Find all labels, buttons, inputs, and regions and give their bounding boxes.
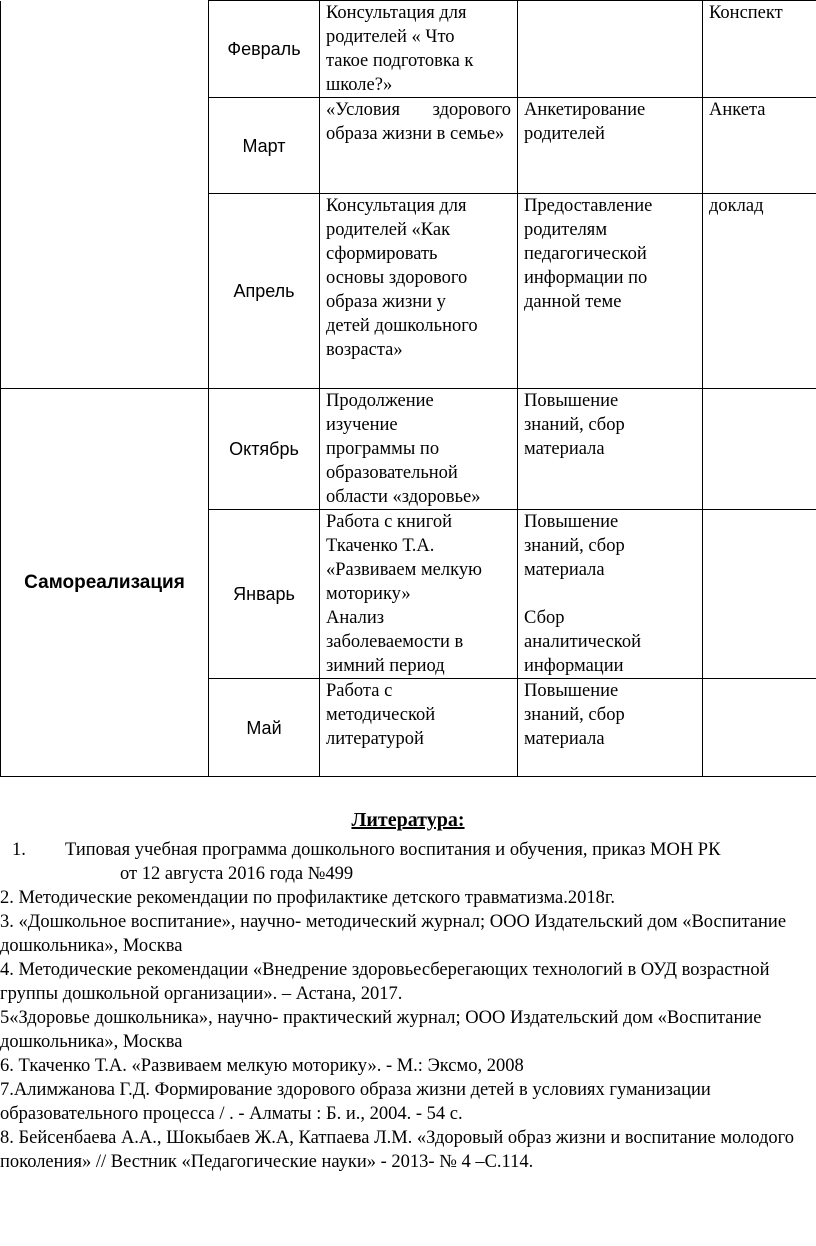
form-cell: Повышение знаний, сбор материала bbox=[518, 679, 703, 777]
event-cell: Работа с методической литературой bbox=[320, 679, 518, 777]
literature-title-text: Литература bbox=[351, 809, 458, 831]
literature-title-colon: : bbox=[457, 809, 465, 831]
literature-item-text: Типовая учебная программа дошкольного воспитания и обучения, приказ МОН РК bbox=[65, 840, 721, 860]
literature-item: 5«Здоровье дошкольника», научно- практический журнал; ООО Издательский дом «Воспитание дошкольника», Москва bbox=[0, 1008, 762, 1052]
literature-item: 7.Алимжанова Г.Д. Формирование здорового образа жизни детей в условиях гуманизации образовательного процесса / . - Алматы : Б. и., 2004. - 54 с. bbox=[0, 1080, 711, 1124]
form-cell bbox=[518, 1, 703, 98]
literature-item bbox=[0, 838, 816, 886]
month-cell: Май bbox=[209, 679, 320, 777]
table-row bbox=[1, 1, 816, 98]
event-cell: Продолжение изучение программы по образовательной области «здоровье» bbox=[320, 389, 518, 510]
event-cell: Работа с книгой Ткаченко Т.А. «Развиваем мелкую моторику» Анализ заболеваемости в зимний период bbox=[320, 510, 518, 679]
month-cell: Март bbox=[209, 98, 320, 194]
literature-item-continuation: от 12 августа 2016 года №499 bbox=[120, 864, 354, 884]
month-cell: Январь bbox=[209, 510, 320, 679]
result-cell bbox=[703, 510, 816, 679]
event-cell: Консультация для родителей «Как сформировать основы здорового образа жизни у детей дошкольного возраста» bbox=[320, 194, 518, 389]
literature-item: 4. Методические рекомендации «Внедрение здоровьесберегающих технологий в ОУД возрастной группы дошкольной организации». – Астана, 2017. bbox=[0, 960, 770, 1004]
form-cell: Повышение знаний, сбор материала bbox=[518, 389, 703, 510]
section-label: Самореализация bbox=[1, 389, 209, 777]
result-cell bbox=[703, 679, 816, 777]
literature-section bbox=[0, 808, 816, 1174]
literature-item: 3. «Дошкольное воспитание», научно- методический журнал; ООО Издательский дом «Воспитание дошкольника», Москва bbox=[0, 912, 787, 956]
result-cell: Анкета bbox=[703, 98, 816, 194]
month-cell: Апрель bbox=[209, 194, 320, 389]
month-cell: Февраль bbox=[209, 1, 320, 98]
table-row bbox=[1, 389, 816, 510]
result-cell: Конспект bbox=[703, 1, 816, 98]
month-cell: Октябрь bbox=[209, 389, 320, 510]
event-cell: «Условия здорового образа жизни в семье» bbox=[320, 98, 518, 194]
result-cell: доклад bbox=[703, 194, 816, 389]
literature-item: 6. Ткаченко Т.А. «Развиваем мелкую моторику». - М.: Эксмо, 2008 bbox=[0, 1056, 524, 1076]
literature-item-number: 1. bbox=[12, 840, 26, 860]
literature-item: 2. Методические рекомендации по профилактике детского травматизма.2018г. bbox=[0, 888, 615, 908]
form-cell: Анкетирование родителей bbox=[518, 98, 703, 194]
form-cell: Предоставление родителям педагогической информации по данной теме bbox=[518, 194, 703, 389]
result-cell bbox=[703, 389, 816, 510]
literature-item: 8. Бейсенбаева А.А., Шокыбаев Ж.А, Катпаева Л.М. «Здоровый образ жизни и воспитание молодого поколения» // Вестник «Педагогические науки» - 2013- № 4 –С.114. bbox=[0, 1128, 795, 1172]
literature-title bbox=[0, 808, 816, 832]
section-cell-empty bbox=[1, 1, 209, 389]
event-cell: Консультация для родителей « Что такое подготовка к школе?» bbox=[320, 1, 518, 98]
form-cell: Повышение знаний, сбор материала Сбор аналитической информации bbox=[518, 510, 703, 679]
